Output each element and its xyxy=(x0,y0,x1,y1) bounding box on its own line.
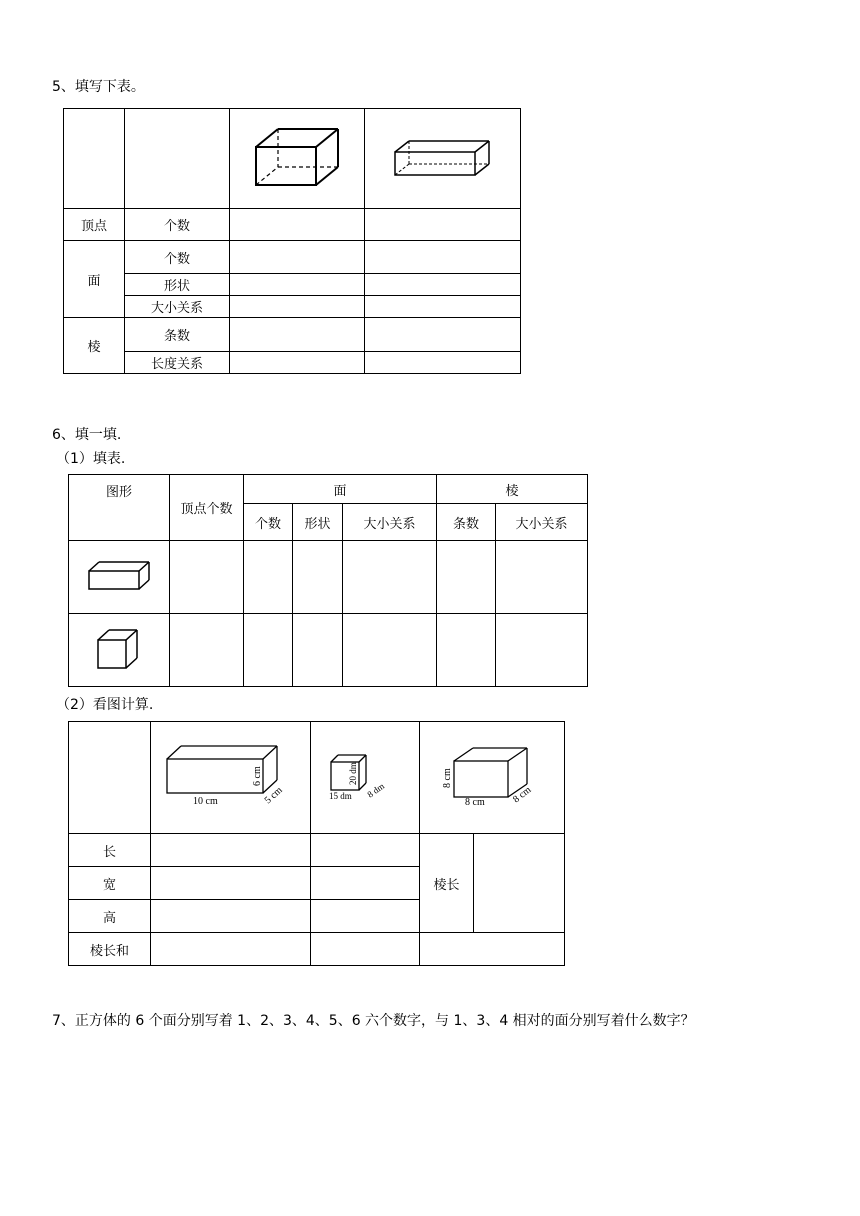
q6-table2 xyxy=(68,721,565,966)
q5-answer-cell[interactable] xyxy=(365,274,521,296)
t2-fig3-cell xyxy=(420,722,565,834)
cuboid-figure xyxy=(365,109,521,208)
t1-answer-cell[interactable] xyxy=(244,541,293,614)
q5-answer-cell[interactable] xyxy=(230,241,365,274)
t1-answer-cell[interactable] xyxy=(170,614,244,687)
q5-face-size-label: 大小关系 xyxy=(125,296,230,318)
fig3-width-label: 8 cm xyxy=(511,784,534,806)
q5-answer-cell[interactable] xyxy=(365,241,521,274)
t1-answer-cell[interactable] xyxy=(343,614,437,687)
q5-answer-cell[interactable] xyxy=(365,318,521,352)
t2-length-label: 长 xyxy=(69,834,151,867)
t2-fig2-cell xyxy=(311,722,420,834)
t2-height-label: 高 xyxy=(69,900,151,933)
t2-answer-cell[interactable] xyxy=(420,933,565,966)
t2-blank-corner xyxy=(69,722,151,834)
t1-vertex-header: 顶点个数 xyxy=(170,475,244,541)
q5-edge-length-label: 长度关系 xyxy=(125,352,230,374)
q5-edge-count-label: 条数 xyxy=(125,318,230,352)
t1-cuboid-cell xyxy=(69,541,170,614)
q5-answer-cell[interactable] xyxy=(230,318,365,352)
t1-answer-cell[interactable] xyxy=(496,541,588,614)
q5-answer-cell[interactable] xyxy=(365,296,521,318)
t2-width-label: 宽 xyxy=(69,867,151,900)
t1-shape-header: 图形 xyxy=(69,475,170,541)
q5-face-shape-label: 形状 xyxy=(125,274,230,296)
fig3-length-label: 8 cm xyxy=(465,797,485,808)
q5-title: 5、填写下表。 xyxy=(52,79,145,95)
q6-title: 6、填一填. xyxy=(52,427,122,443)
q5-cuboid-cell xyxy=(365,109,521,209)
t1-answer-cell[interactable] xyxy=(437,614,496,687)
q6-table1 xyxy=(68,474,588,687)
t1-edge-header: 棱 xyxy=(437,475,588,504)
t2-answer-cell[interactable] xyxy=(151,900,311,933)
q6-sub1: （1）填表. xyxy=(56,451,126,467)
q5-edge-label: 棱 xyxy=(64,318,125,374)
q7-text: 7、正方体的 6 个面分别写着 1、2、3、4、5、6 六个数字，与 1、3、4 相对的面分别写着什么数字？ xyxy=(52,1013,695,1029)
t2-answer-cell[interactable] xyxy=(311,867,420,900)
cube-figure xyxy=(230,109,365,208)
t2-answer-cell[interactable] xyxy=(151,933,311,966)
t2-answer-cell[interactable] xyxy=(474,834,565,933)
fig2-length-label: 15 dm xyxy=(329,791,352,801)
cube-8-figure xyxy=(420,722,565,833)
q5-answer-cell[interactable] xyxy=(365,352,521,374)
cuboid-15-8-20-figure xyxy=(311,722,420,833)
q5-blank-header xyxy=(125,109,230,209)
cuboid-10-5-6-figure xyxy=(151,722,311,833)
t2-answer-cell[interactable] xyxy=(151,834,311,867)
q6-sub2: （2）看图计算. xyxy=(56,697,154,713)
q5-blank-corner xyxy=(64,109,125,209)
q5-answer-cell[interactable] xyxy=(365,209,521,241)
t1-answer-cell[interactable] xyxy=(244,614,293,687)
t2-answer-cell[interactable] xyxy=(311,933,420,966)
q5-cube-cell xyxy=(230,109,365,209)
t2-edge-len-label: 棱长 xyxy=(420,834,474,933)
t1-answer-cell[interactable] xyxy=(293,541,343,614)
t1-face-header: 面 xyxy=(244,475,437,504)
t1-answer-cell[interactable] xyxy=(437,541,496,614)
fig3-height-label: 8 cm xyxy=(442,768,453,788)
fig2-height-label: 20 dm xyxy=(348,762,358,785)
q5-vertex-label: 顶点 xyxy=(64,209,125,241)
t1-answer-cell[interactable] xyxy=(170,541,244,614)
q5-face-label: 面 xyxy=(64,241,125,318)
t1-edge-count-header: 条数 xyxy=(437,504,496,541)
t2-answer-cell[interactable] xyxy=(151,867,311,900)
t1-face-shape-header: 形状 xyxy=(293,504,343,541)
fig1-height-label: 6 cm xyxy=(252,766,263,786)
t2-answer-cell[interactable] xyxy=(311,900,420,933)
q5-answer-cell[interactable] xyxy=(230,296,365,318)
t2-answer-cell[interactable] xyxy=(311,834,420,867)
t1-answer-cell[interactable] xyxy=(496,614,588,687)
t2-edge-sum-label: 棱长和 xyxy=(69,933,151,966)
t1-cube-cell xyxy=(69,614,170,687)
q5-answer-cell[interactable] xyxy=(230,352,365,374)
t2-fig1-cell xyxy=(151,722,311,834)
q5-answer-cell[interactable] xyxy=(230,209,365,241)
q5-face-count-label: 个数 xyxy=(125,241,230,274)
fig1-length-label: 10 cm xyxy=(193,796,218,807)
cube-small-figure xyxy=(69,614,170,686)
cuboid-small-figure xyxy=(69,541,170,613)
t1-face-size-header: 大小关系 xyxy=(343,504,437,541)
t1-answer-cell[interactable] xyxy=(343,541,437,614)
q5-table xyxy=(63,108,521,374)
fig2-width-label: 8 dm xyxy=(365,780,387,800)
q5-answer-cell[interactable] xyxy=(230,274,365,296)
t1-face-count-header: 个数 xyxy=(244,504,293,541)
fig1-width-label: 5 cm xyxy=(262,784,285,807)
t1-answer-cell[interactable] xyxy=(293,614,343,687)
q5-vertex-count-label: 个数 xyxy=(125,209,230,241)
t1-edge-size-header: 大小关系 xyxy=(496,504,588,541)
